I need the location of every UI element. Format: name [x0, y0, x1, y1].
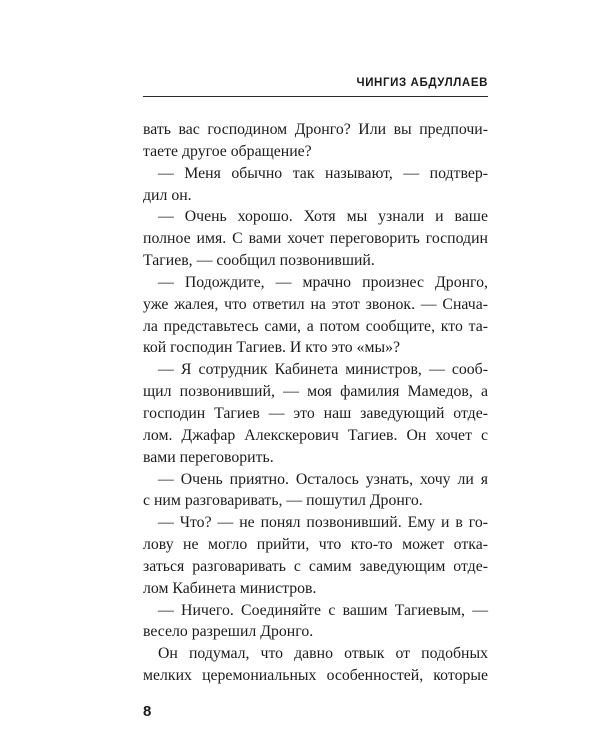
text-line: — Я сотрудник Кабинета министров, — сооб-: [158, 361, 488, 379]
text-line: лом. Джафар Алекскерович Тагиев. Он хочет с: [143, 426, 488, 444]
text-line: лову не могло прийти, что кто-то может отка-: [143, 536, 488, 554]
header-rule: [143, 96, 488, 97]
text-line: уже жалея, что ответил на этот звонок. — Снача-: [143, 295, 488, 313]
text-line: — Очень приятно. Осталось узнать, хочу ли я: [158, 470, 488, 488]
text-line: с ним разговаривать, — пошутил Дронго.: [143, 492, 423, 510]
text-line: весело разрешил Дронго.: [143, 623, 314, 641]
text-line: — Очень хорошо. Хотя мы узнали и ваше: [158, 208, 488, 226]
text-line: лом Кабинета министров.: [143, 579, 317, 597]
running-header-author: ЧИНГИЗ АБДУЛЛАЕВ: [356, 77, 488, 89]
text-line: — Ничего. Соединяйте с вашим Тагиевым, —: [158, 601, 488, 619]
text-line: — Что? — не понял позвонивший. Ему и в го-: [158, 514, 488, 532]
text-line: полное имя. С вами хочет переговорить господин: [143, 230, 488, 248]
text-line: дил он.: [143, 186, 192, 204]
text-line: Тагиев, — сообщил позвонивший.: [143, 252, 375, 270]
page-number: 8: [143, 703, 152, 720]
text-line: Он подумал, что давно отвык от подобных: [158, 645, 488, 663]
body-text: [143, 119, 488, 687]
text-line: таете другое обращение?: [143, 142, 312, 160]
text-line: господин Тагиев — это наш заведующий отде-: [143, 404, 488, 422]
text-line: вами переговорить.: [143, 448, 274, 466]
text-line: — Меня обычно так называют, — подтвер-: [158, 164, 488, 182]
text-line: щил позвонивший, — моя фамилия Мамедов, а: [143, 383, 488, 401]
text-line: вать вас господином Дронго? Или вы предпочи-: [143, 121, 488, 138]
text-line: ла представьтесь сами, а потом сообщите, кто та-: [143, 317, 488, 335]
text-line: мелких церемониальных особенностей, которые: [143, 667, 488, 685]
text-line: заться разговаривать с самим заведующим отде-: [143, 557, 488, 575]
text-line: кой господин Тагиев. И кто это «мы»?: [143, 339, 401, 357]
text-line: — Подождите, — мрачно произнес Дронго,: [158, 273, 488, 291]
